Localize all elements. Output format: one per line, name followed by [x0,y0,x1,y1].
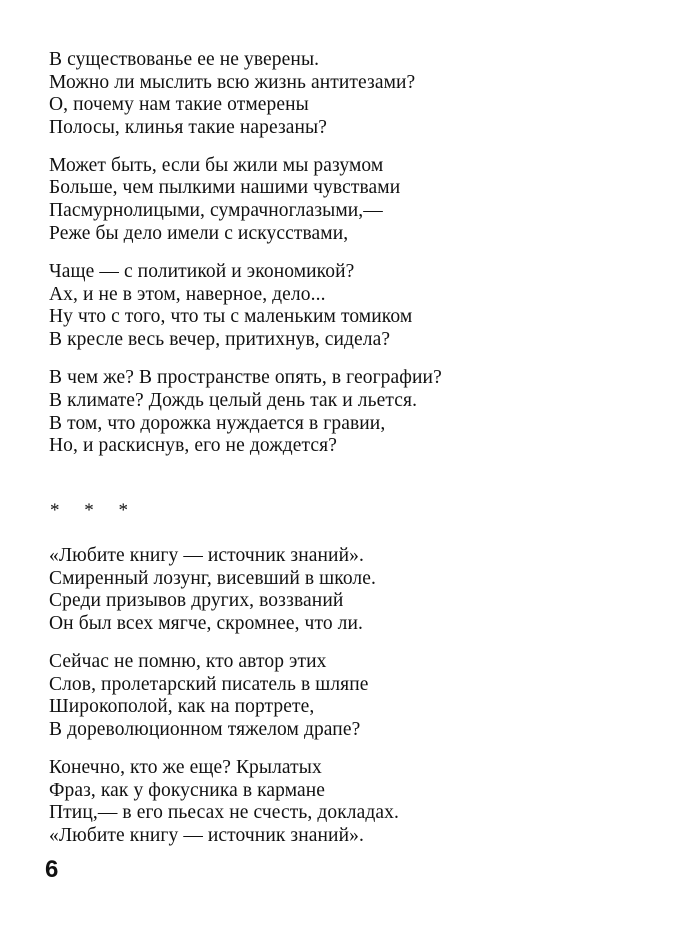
poem-line: О, почему нам такие отмерены [49,94,309,115]
poem-line: Широкополой, как на портрете, [49,696,315,717]
poem-line: Ну что с того, что ты с маленьким томиком [49,306,413,327]
poem-line: Птиц,— в его пьесах не счесть, докладах. [49,802,399,823]
poem-line: В том, что дорожка нуждается в гравии, [49,413,386,434]
section-separator: * * * [50,500,138,521]
poem-line: Больше, чем пылкими нашими чувствами [49,177,401,198]
poem-line: Сейчас не помню, кто автор этих [49,651,327,672]
poem-line: Ах, и не в этом, наверное, дело... [49,284,326,305]
poem-line: Среди призывов других, воззваний [49,590,344,611]
poem-line: Может быть, если бы жили мы разумом [49,155,384,176]
poem-line: В существованье ее не уверены. [49,49,320,70]
poem-line: В дореволюционном тяжелом драпе? [49,719,361,740]
poem-line: Реже бы дело имели с искусствами, [49,223,349,244]
poem-line: Фраз, как у фокусника в кармане [49,780,326,801]
poem-line: Конечно, кто же еще? Крылатых [49,757,322,778]
poem-line: Пасмурнолицыми, сумрачноглазыми,— [49,200,383,221]
poem-line: Можно ли мыслить всю жизнь антитезами? [49,72,416,93]
poem-line: Слов, пролетарский писатель в шляпе [49,674,369,695]
poem-line: В климате? Дождь целый день так и льется. [49,390,418,411]
poem-line: Полосы, клинья такие нарезаны? [49,117,327,138]
poem-line: «Любите книгу — источник знаний». [49,825,364,846]
poem-line: В кресле весь вечер, притихнув, сидела? [49,329,391,350]
poem-line: Он был всех мягче, скромнее, что ли. [49,613,363,634]
poem-line: «Любите книгу — источник знаний». [49,545,364,566]
poem-line: В чем же? В пространстве опять, в географии? [49,367,442,388]
poem-line: Чаще — с политикой и экономикой? [49,261,355,282]
poem-line: Но, и раскиснув, его не дождется? [49,435,337,456]
page-number: 6 [45,856,59,883]
poem-line: Смиренный лозунг, висевший в школе. [49,568,376,589]
